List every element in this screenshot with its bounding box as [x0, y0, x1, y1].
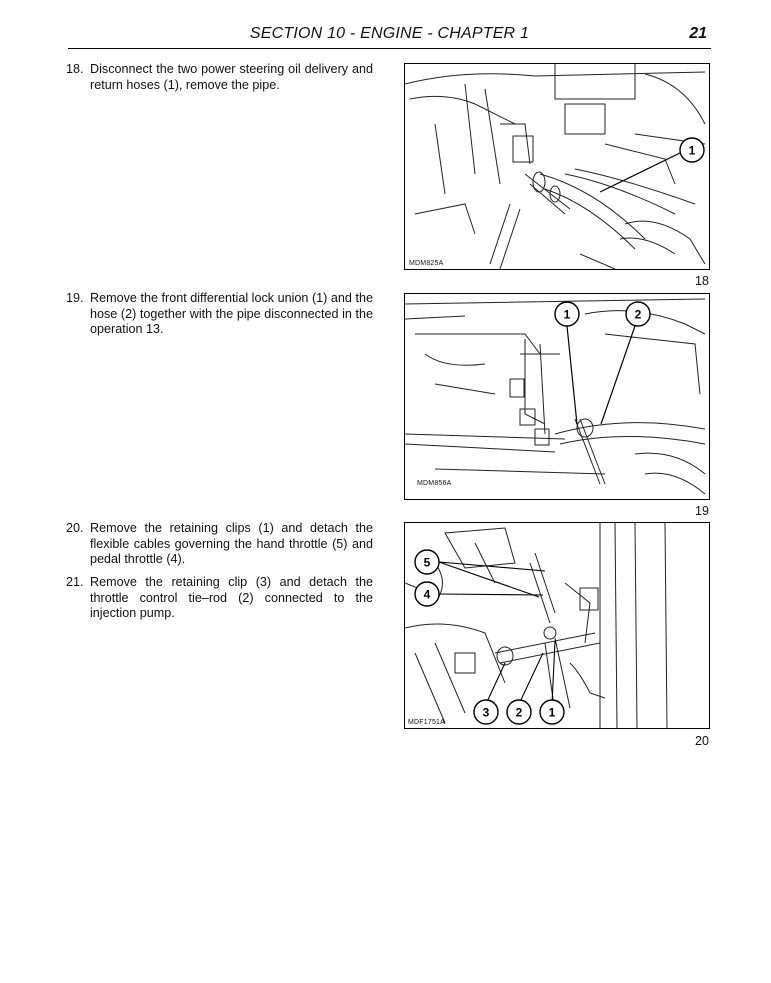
- page-header: [68, 22, 711, 49]
- step-number: 18.: [66, 62, 84, 76]
- step-18: [66, 62, 373, 93]
- figure-number: 18: [695, 274, 709, 288]
- callout-2: 2: [634, 307, 642, 322]
- figure-19-illustration: [404, 293, 710, 500]
- callout-1: 1: [548, 705, 556, 720]
- section-title: SECTION 10 - ENGINE - CHAPTER 1: [249, 25, 530, 42]
- figure-code: MDM825A: [409, 260, 444, 267]
- callout-1: 1: [563, 307, 571, 322]
- step-text: Remove the front differential lock union (1) and the hose (2) together with the pipe disconnected in the operation 13.: [90, 291, 373, 337]
- throttle-cables-drawing: [405, 523, 709, 728]
- figure-20-illustration: [404, 522, 710, 729]
- step-text: Disconnect the two power steering oil delivery and return hoses (1), remove the pipe.: [90, 62, 373, 92]
- callout-5: 5: [423, 555, 431, 570]
- step-number: 20.: [66, 521, 84, 535]
- page-number: 21: [689, 25, 707, 42]
- figure-number: 19: [695, 504, 709, 518]
- figure-number: 20: [695, 734, 709, 748]
- figure-code: MDF1751A: [408, 719, 446, 726]
- step-19: [66, 291, 373, 338]
- callout-1: 1: [688, 143, 696, 158]
- callout-4: 4: [423, 587, 431, 602]
- differential-lock-drawing: [405, 294, 709, 499]
- step-number: 19.: [66, 291, 84, 305]
- callout-3: 3: [482, 705, 490, 720]
- callout-2: 2: [515, 705, 523, 720]
- step-text: Remove the retaining clip (3) and detach the throttle control tie–rod (2) connected to the injection pump.: [90, 575, 373, 621]
- step-text: Remove the retaining clips (1) and detach the flexible cables governing the hand throttle (5) and pedal throttle (4).: [90, 521, 373, 567]
- step-number: 21.: [66, 575, 84, 589]
- step-21: [66, 575, 373, 622]
- figure-18-illustration: [404, 63, 710, 270]
- step-20: [66, 521, 373, 568]
- engine-hoses-drawing: [405, 64, 709, 269]
- figure-code: MDM856A: [417, 480, 452, 487]
